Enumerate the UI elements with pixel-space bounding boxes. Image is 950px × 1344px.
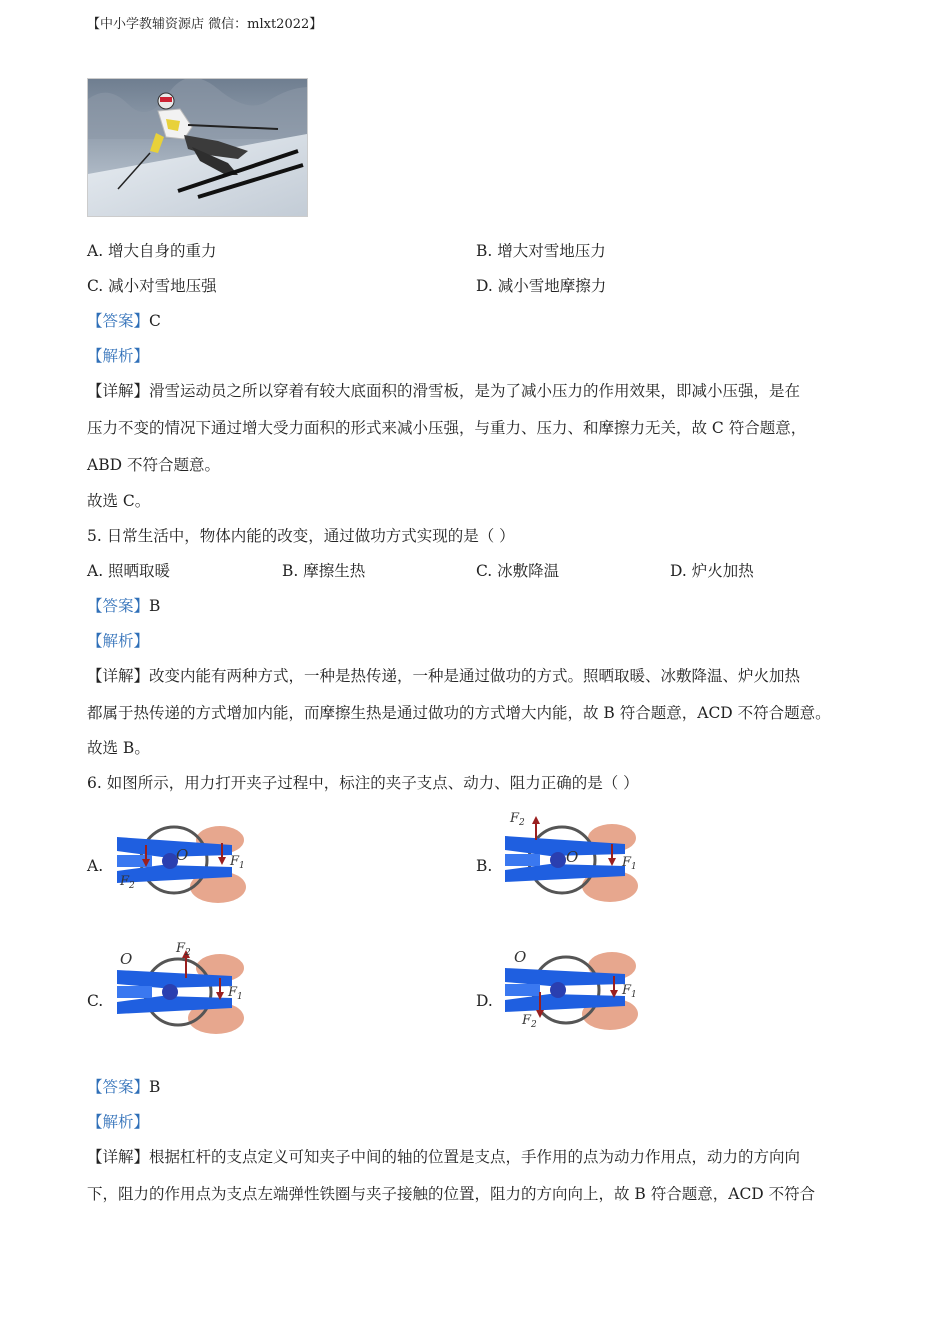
q5-analysis-tag: 【解析】 [87,632,150,650]
q5-detail-line-2: 都属于热传递的方式增加内能，而摩擦生热是通过做功的方式增大内能，故 B 符合题意，ACD 不符合题意。 [87,704,831,722]
q4-option-a: A. 增大自身的重力 [87,242,217,260]
q4-detail-line-2: 压力不变的情况下通过增大受力面积的形式来减小压强，与重力、压力、和摩擦力无关，故 C 符合题意， [87,419,807,437]
svg-text:F1: $F_1$ [622,983,637,1000]
q6-stem: 6. 如图所示，用力打开夹子过程中，标注的夹子支点、动力、阻力正确的是（ ） [87,774,639,792]
q5-answer [87,596,160,616]
q5-conclusion: 故选 B。 [87,739,150,757]
q5-stem: 5. 日常生活中，物体内能的改变，通过做功方式实现的是（ ） [87,527,515,545]
q4-detail-line-3: ABD 不符合题意。 [87,456,220,474]
q4-option-c: C. 减小对雪地压强 [87,277,217,295]
q4-answer [87,311,161,331]
detail-text: 滑雪运动员之所以穿着有较大底面积的滑雪板，是为了减小压力的作用效果，即减小压强，是在 [149,382,801,400]
q5-option-d: D. 炉火加热 [670,562,754,580]
clip-figure-c [112,940,247,1044]
detail-text: 改变内能有两种方式，一种是热传递，一种是通过做功的方式。照晒取暖、冰敷降温、炉火加热 [149,667,801,685]
svg-text:O: O [514,948,527,966]
detail-tag: 【详解】 [87,667,150,685]
clip-diagram-c [112,940,247,1040]
svg-text:F2: $F_2$ [522,1013,537,1030]
detail-text: 根据杠杆的支点定义可知夹子中间的轴的位置是支点，手作用的点为动力作用点，动力的方向向 [149,1148,801,1166]
answer-value: B [149,597,161,615]
clip-figure-b [500,808,640,912]
svg-text:F1: $F_1$ [230,854,245,871]
svg-text:O: O [176,846,189,864]
q4-option-d: D. 减小雪地摩擦力 [476,277,607,295]
clip-figure-d [500,942,645,1041]
clip-diagram-b [500,808,640,908]
q4-detail-line-1 [87,381,800,401]
q5-detail-line-1 [87,666,800,686]
answer-value: B [149,1078,161,1096]
page-header: 【中小学教辅资源店 微信：mlxt2022】 [87,17,323,32]
q6-option-b-label: B. [476,857,493,875]
answer-tag: 【答案】 [87,312,150,330]
detail-tag: 【详解】 [87,382,150,400]
answer-tag: 【答案】 [87,1078,150,1096]
q5-option-c: C. 冰敷降温 [476,562,560,580]
svg-text:F1: $F_1$ [622,855,637,872]
q6-option-d-label: D. [476,992,493,1010]
q4-conclusion: 故选 C。 [87,492,151,510]
svg-text:O: O [120,950,133,968]
answer-value: C [149,312,161,330]
clip-diagram-d [500,942,645,1037]
svg-text:O: O [566,848,579,866]
skier-photo [87,78,308,217]
q6-answer [87,1077,160,1097]
svg-text:F1: $F_1$ [228,985,243,1002]
q4-option-b: B. 增大对雪地压力 [476,242,606,260]
q6-detail-line-2: 下，阻力的作用点为支点左端弹性铁圈与夹子接触的位置，阻力的方向向上，故 B 符合题意，ACD 不符合 [87,1185,816,1203]
q5-option-a: A. 照晒取暖 [87,562,171,580]
svg-text:F2: $F_2$ [176,941,191,958]
clip-diagram-a [112,815,247,910]
q6-detail-line-1 [87,1147,800,1167]
svg-text:F2: $F_2$ [120,874,135,891]
q6-option-a-label: A. [87,857,104,875]
clip-figure-a [112,815,247,914]
detail-tag: 【详解】 [87,1148,150,1166]
answer-tag: 【答案】 [87,597,150,615]
q4-analysis-tag: 【解析】 [87,347,150,365]
svg-text:F2: $F_2$ [510,811,525,828]
q6-option-c-label: C. [87,992,104,1010]
q5-option-b: B. 摩擦生热 [282,562,366,580]
q6-analysis-tag: 【解析】 [87,1113,150,1131]
